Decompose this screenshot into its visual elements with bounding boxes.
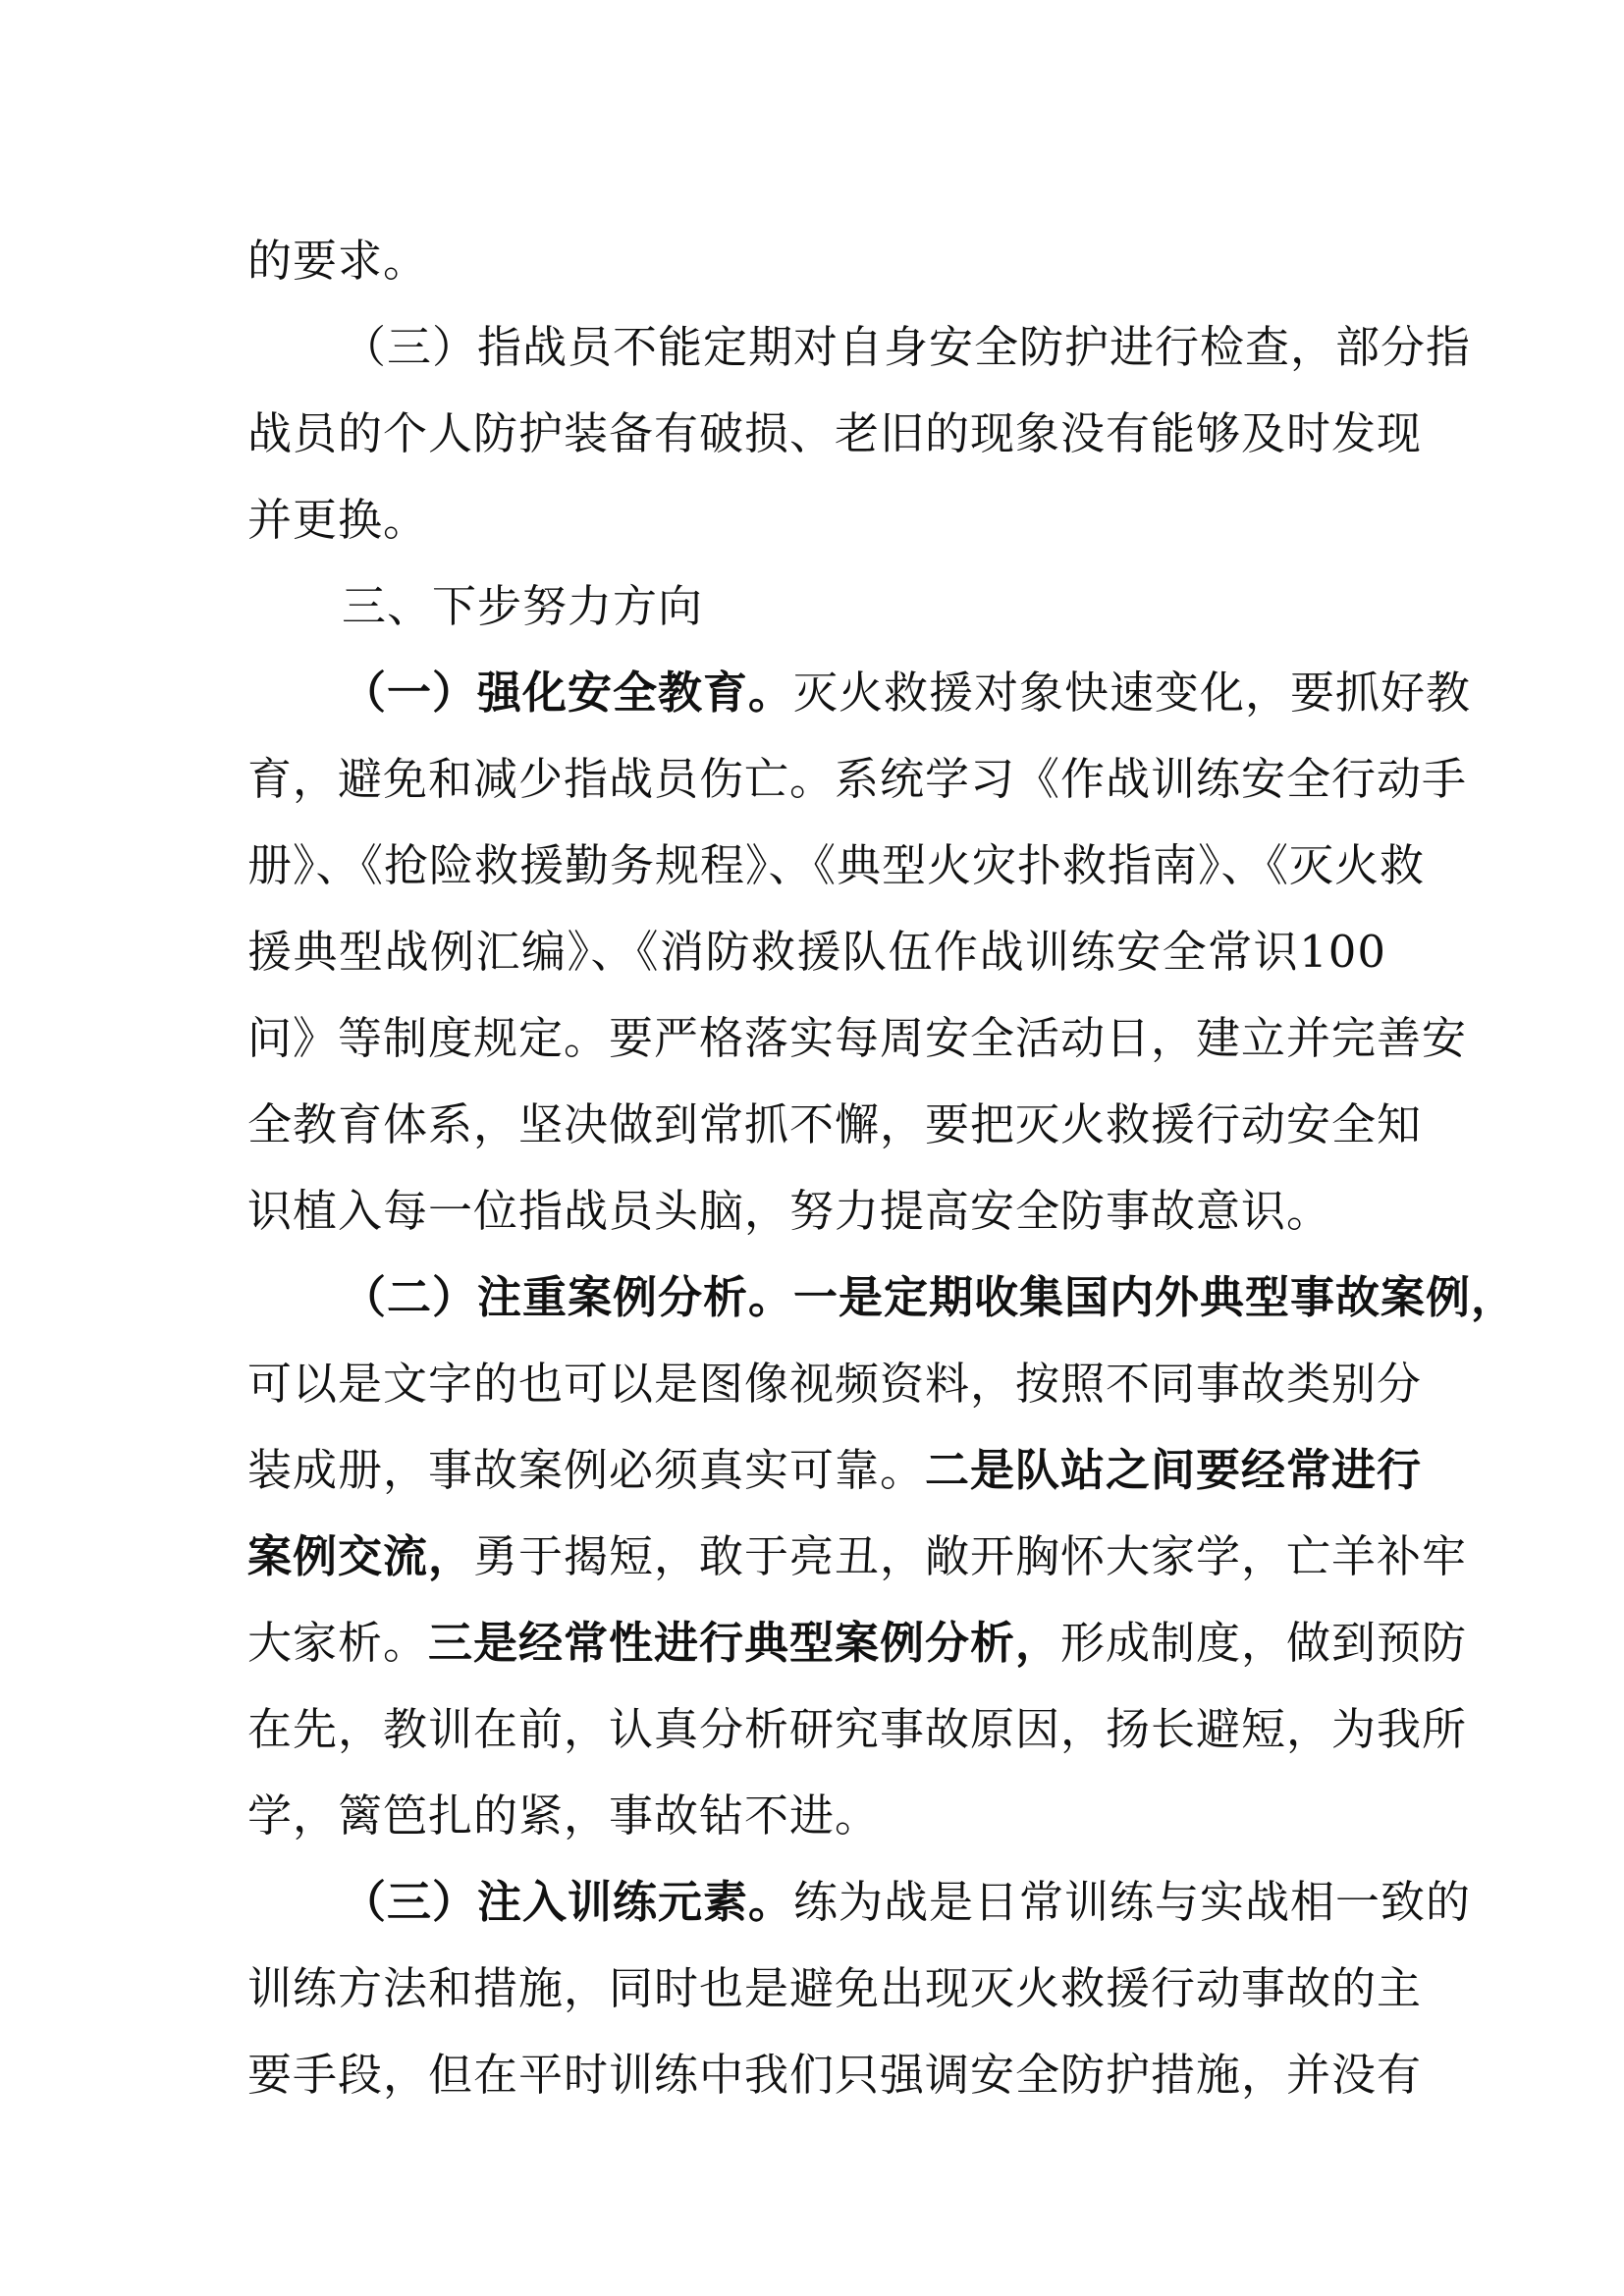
paragraph-line [247,1514,1468,1600]
paragraph-line [342,304,1472,391]
paragraph-line [342,1859,1472,1946]
paragraph-line [342,650,1472,736]
paragraph-line [247,1427,1423,1514]
paragraph-line [247,477,1386,563]
paragraph-line [247,1686,1468,1773]
line-text: 勇于揭短，敢于亮丑，敞开胸怀大家学，亡羊补牢 [473,1530,1468,1582]
line-text: 册》、《抢险救援勤务规程》、《典型火灾扑救指南》、《灭火救 [247,839,1426,891]
paragraph-line [247,1168,1386,1255]
paragraph-line [247,1946,1423,2032]
paragraph-line [247,1600,1468,1686]
line-text: 识植入每一位指战员头脑，努力提高安全防事故意识。 [247,1185,1332,1237]
line-text: 全教育体系，坚决做到常抓不懈，要把灭火救援行动安全知 [247,1098,1423,1150]
subheading-bold: （二）注重案例分析。一是定期收集国内外典型事故案例， [342,1271,1517,1323]
section-heading [342,563,1386,650]
line-text: （三）指战员不能定期对自身安全防护进行检查，部分指 [342,321,1472,373]
paragraph-line [342,1255,1517,1341]
line-text: 的要求。 [247,235,429,287]
paragraph-line [247,1773,1386,1859]
line-text: 学，篱笆扎的紧，事故钻不进。 [247,1789,881,1842]
bold-text: 案例交流， [247,1530,474,1582]
paragraph-line [247,909,1386,995]
subheading-bold: （一）强化安全教育。 [342,667,794,719]
paragraph-line [247,2032,1423,2118]
line-number: 100 [1299,926,1386,978]
line-text: 要手段，但在平时训练中我们只强调安全防护措施，并没有 [247,2049,1423,2101]
line-text: 并更换。 [247,494,429,546]
line-text: 战员的个人防护装备有破损、老旧的现象没有能够及时发现 [247,407,1423,459]
paragraph-line [247,823,1426,909]
paragraph-line [247,1341,1423,1427]
line-text: 灭火救援对象快速变化，要抓好教 [793,667,1472,719]
line-text: 训练方法和措施，同时也是避免出现灭火救援行动事故的主 [247,1962,1423,2014]
paragraph-line [247,1082,1423,1168]
line-text: 可以是文字的也可以是图像视频资料，按照不同事故类别分 [247,1358,1423,1410]
paragraph-line [247,995,1468,1082]
heading-text: 三、下步努力方向 [342,580,704,632]
bold-text: 三是经常性进行典型案例分析， [428,1617,1061,1669]
line-text: 育，避免和减少指战员伤亡。系统学习《作战训练安全行动手 [247,753,1468,805]
line-text: 问》等制度规定。要严格落实每周安全活动日，建立并完善安 [247,1012,1468,1064]
line-text: 大家析。 [247,1617,429,1669]
line-text: 练为战是日常训练与实战相一致的 [793,1876,1472,1928]
paragraph-line [247,218,1386,304]
line-text: 装成册，事故案例必须真实可靠。 [247,1444,926,1496]
line-text: 在先，教训在前，认真分析研究事故原因，扬长避短，为我所 [247,1703,1468,1755]
paragraph-line [247,391,1423,477]
line-text: 形成制度，做到预防 [1060,1617,1468,1669]
line-text: 援典型战例汇编》、《消防救援队伍作战训练安全常识 [247,926,1300,978]
bold-text: 二是队站之间要经常进行 [925,1444,1423,1496]
paragraph-line [247,736,1468,823]
subheading-bold: （三）注入训练元素。 [342,1876,794,1928]
